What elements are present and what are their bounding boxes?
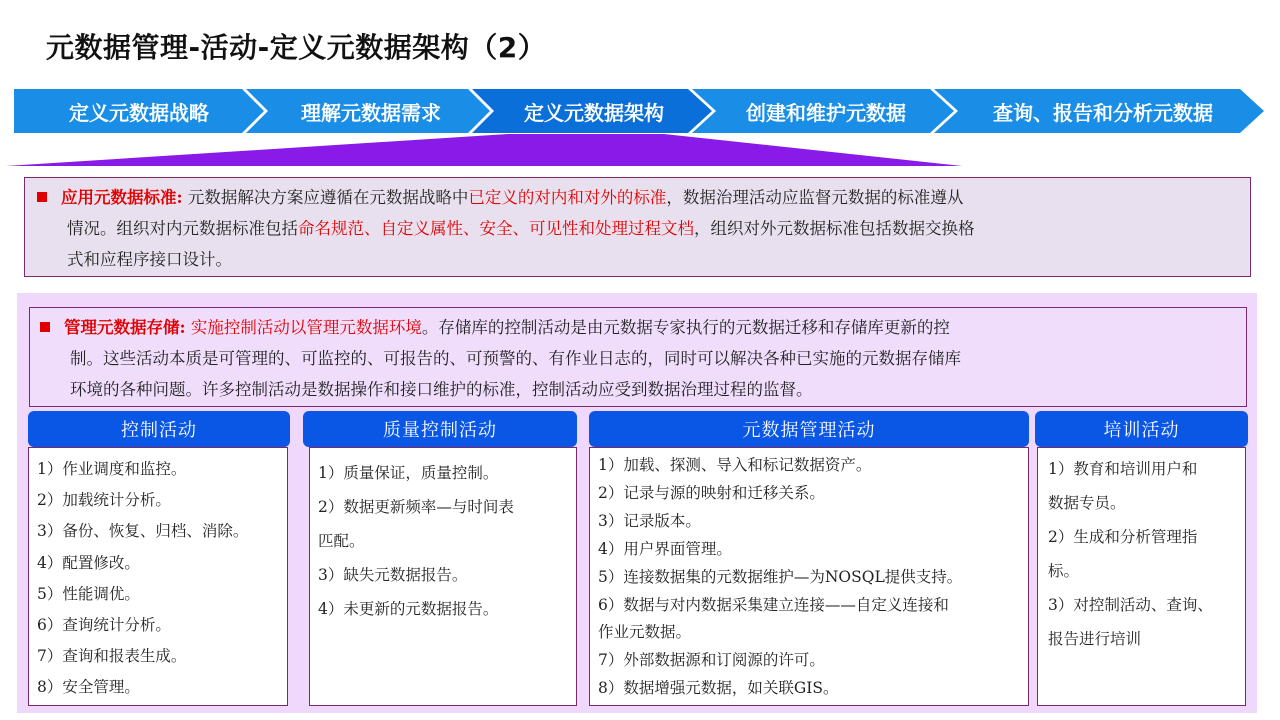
- list-item: 3）对控制活动、查询、: [1048, 596, 1213, 614]
- list-item: 4）未更新的元数据报告。: [318, 600, 499, 618]
- apply-standards-highlight-1: 已定义的对内和对外的标准: [468, 188, 667, 207]
- step-understand-requirements: 理解元数据需求: [301, 100, 441, 125]
- quality-control-header: 质量控制活动: [303, 411, 577, 447]
- manage-storage-panel: [29, 307, 1247, 407]
- list-item: 5）性能调优。: [37, 584, 140, 603]
- list-item: 匹配。: [318, 532, 365, 550]
- training-activities-header: 培训活动: [1035, 411, 1248, 447]
- metadata-management-header: 元数据管理活动: [589, 411, 1029, 447]
- list-item: 4）配置修改。: [37, 553, 140, 572]
- list-item: 8）安全管理。: [37, 678, 140, 697]
- red-bullet-icon: [37, 192, 47, 202]
- step-create-maintain: 创建和维护元数据: [746, 100, 906, 125]
- apply-standards-label: 应用元数据标准:: [61, 188, 183, 207]
- apply-standards-line-3: 式和应程序接口设计。: [67, 250, 232, 269]
- list-item: 3）记录版本。: [598, 511, 701, 530]
- list-item: 5）连接数据集的元数据维护—为NOSQL提供支持。: [598, 567, 963, 586]
- manage-storage-line-2: 制。这些活动本质是可管理的、可监控的、可报告的、可预警的、有作业日志的，同时可以解决各种已实施的元数据存储库: [70, 349, 961, 368]
- step-define-architecture: 定义元数据架构: [524, 100, 664, 125]
- list-item: 1）质量保证，质量控制。: [318, 464, 499, 482]
- list-item: 8）数据增强元数据，如关联GIS。: [598, 679, 839, 698]
- page-title: 元数据管理-活动-定义元数据架构（2）: [46, 31, 547, 64]
- apply-standards-text-c: 情况。组织对内元数据标准包括: [67, 219, 298, 238]
- list-item: 作业元数据。: [598, 623, 692, 642]
- active-step-wedge: [0, 128, 1280, 170]
- quality-control-list: [318, 456, 514, 626]
- list-item: 2）生成和分析管理指: [1048, 528, 1198, 546]
- apply-standards-text-b: ，数据治理活动应监督元数据的标准遵从: [666, 188, 964, 207]
- metadata-management-list: [598, 452, 962, 703]
- training-activities-box: [1037, 447, 1246, 706]
- apply-standards-line-1: [37, 182, 963, 213]
- control-activities-box: [28, 447, 288, 706]
- list-item: 1）教育和培训用户和: [1048, 460, 1198, 478]
- list-item: 7）外部数据源和订阅源的许可。: [598, 651, 825, 670]
- metadata-management-box: [589, 447, 1029, 706]
- manage-storage-line-1: [40, 312, 950, 343]
- step-define-strategy: 定义元数据战略: [69, 100, 209, 125]
- control-activities-header: 控制活动: [28, 411, 290, 447]
- process-step-bar: [14, 89, 1264, 133]
- quality-control-box: [309, 447, 577, 706]
- list-item: 数据专员。: [1048, 494, 1126, 512]
- list-item: 6）数据与对内数据采集建立连接——自定义连接和: [598, 595, 949, 614]
- list-item: 2）记录与源的映射和迁移关系。: [598, 483, 825, 502]
- list-item: 报告进行培训: [1048, 630, 1142, 648]
- red-bullet-icon: [40, 322, 50, 332]
- list-item: 2）数据更新频率—与时间表: [318, 498, 514, 516]
- manage-storage-line-3: 环境的各种问题。许多控制活动是数据操作和接口维护的标准，控制活动应受到数据治理过程的监督。: [70, 380, 813, 399]
- manage-storage-highlight: 实施控制活动以管理元数据环境: [190, 318, 422, 337]
- manage-storage-text-a: 。存储库的控制活动是由元数据专家执行的元数据迁移和存储库更新的控: [421, 318, 950, 337]
- list-item: 3）缺失元数据报告。: [318, 566, 468, 584]
- apply-standards-line-2: [67, 213, 975, 244]
- apply-standards-highlight-2: 命名规范、自定义属性、安全、可见性和处理过程文档: [298, 219, 694, 238]
- apply-standards-text-a: 元数据解决方案应遵循在元数据战略中: [187, 188, 469, 207]
- step-query-report-analyze: 查询、报告和分析元数据: [993, 100, 1213, 125]
- apply-standards-text-d: ，组织对外元数据标准包括数据交换格: [694, 219, 975, 238]
- list-item: 1）作业调度和监控。: [37, 460, 187, 478]
- list-item: 6）查询统计分析。: [37, 616, 171, 635]
- list-item: 标。: [1048, 562, 1080, 580]
- list-item: 2）加载统计分析。: [37, 491, 171, 510]
- training-activities-list: [1048, 452, 1213, 656]
- list-item: 7）查询和报表生成。: [37, 647, 187, 666]
- apply-standards-panel: [24, 177, 1251, 277]
- control-activities-list: [37, 454, 248, 704]
- list-item: 4）用户界面管理。: [598, 539, 732, 558]
- list-item: 1）加载、探测、导入和标记数据资产。: [598, 456, 872, 474]
- manage-storage-label: 管理元数据存储:: [64, 318, 186, 337]
- list-item: 3）备份、恢复、归档、消除。: [37, 522, 249, 541]
